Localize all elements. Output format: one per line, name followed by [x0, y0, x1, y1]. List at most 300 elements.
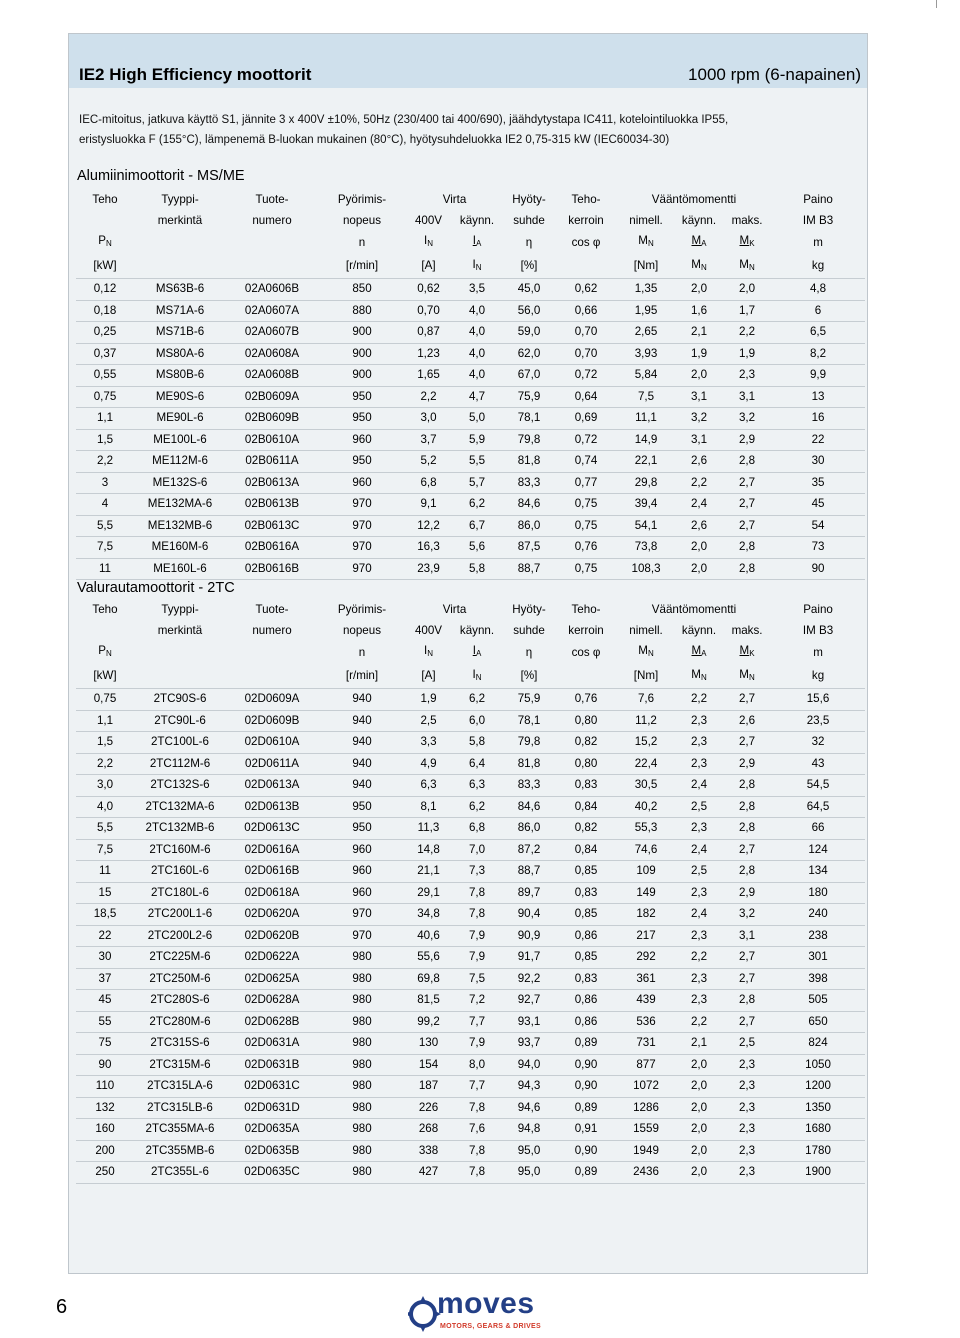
table-cell: 960 [318, 839, 406, 861]
table-cell: 54,1 [617, 515, 675, 537]
table-cell: 99,2 [406, 1011, 451, 1033]
table-cell: 2,2 [675, 947, 723, 969]
table-cell: 3,2 [723, 408, 771, 430]
logo-wordmark: moves [437, 1287, 535, 1320]
header-cell [555, 255, 617, 279]
symbol: $P_N$ [98, 234, 112, 248]
table-cell: 4,7 [451, 386, 503, 408]
header-row [76, 190, 865, 211]
header-cell: kerroin [568, 213, 604, 227]
table-cell: 5,8 [451, 558, 503, 580]
table-cell: 2,8 [723, 990, 771, 1012]
table-cell: 3,0 [406, 408, 451, 430]
table-cell: 338 [406, 1140, 451, 1162]
table-cell: 45,0 [503, 279, 555, 301]
table-cell: 3,3 [406, 732, 451, 754]
table-cell: 850 [318, 279, 406, 301]
description-line-2: eristysluokka F (155°C), lämpenemä B-luokan mukainen (80°C), hyötysuhdeluokka IE2 0,75-315 kW (IEC60034-30) [79, 134, 670, 146]
table-cell: 6,0 [451, 710, 503, 732]
table-cell: 7,8 [451, 904, 503, 926]
header-cell: n [358, 645, 366, 659]
table-cell: 2,7 [723, 494, 771, 516]
table-cell: 84,6 [503, 494, 555, 516]
table-cell: 94,6 [503, 1097, 555, 1119]
table-cell: 240 [771, 904, 865, 926]
table-cell: 950 [318, 408, 406, 430]
header-cell: Virta [442, 193, 467, 206]
table-cell: 132 [76, 1097, 134, 1119]
table-cell: 34,8 [406, 904, 451, 926]
table-cell: 30 [771, 451, 865, 473]
table-cell: 980 [318, 1119, 406, 1141]
table-cell: 02D0631A [226, 1033, 318, 1055]
table-cell: 0,72 [555, 429, 617, 451]
table-cell: 4,0 [451, 365, 503, 387]
table-cell: 980 [318, 1054, 406, 1076]
table-cell: 79,8 [503, 732, 555, 754]
header-cell: Vääntömomentti [651, 603, 737, 616]
header-cell: Virta [442, 603, 467, 616]
table-cell: 970 [318, 904, 406, 926]
table-cell: 880 [318, 300, 406, 322]
header-cell [134, 665, 226, 689]
table-cell: 55 [76, 1011, 134, 1033]
table-cell: 6,7 [451, 515, 503, 537]
table-cell: 22,1 [617, 451, 675, 473]
table-row [76, 710, 865, 732]
table-cell: 960 [318, 882, 406, 904]
table-cell: 02D0635C [226, 1162, 318, 1184]
header-row [76, 665, 865, 689]
header-cell: kg [811, 669, 825, 682]
table-cell: 2436 [617, 1162, 675, 1184]
subscript: N [647, 649, 654, 658]
table-cell: 2TC315LA-6 [134, 1076, 226, 1098]
header-cell: m [813, 235, 823, 249]
table-cell: 7,8 [451, 882, 503, 904]
table-cell: 2TC315S-6 [134, 1033, 226, 1055]
table-cell: 4,0 [451, 343, 503, 365]
header-cell [723, 665, 771, 689]
header-cell: [A] [421, 669, 436, 682]
table-cell: 2TC132MA-6 [134, 796, 226, 818]
table-cell: 2TC280M-6 [134, 1011, 226, 1033]
table-row [76, 839, 865, 861]
table-cell: 2,8 [723, 451, 771, 473]
table-cell: 02D0610A [226, 732, 318, 754]
table-cell: 02D0613A [226, 775, 318, 797]
header-cell: maks. [731, 213, 763, 227]
header-cell [406, 231, 451, 255]
table-row [76, 515, 865, 537]
header-cell [226, 665, 318, 689]
table-cell: 0,75 [76, 386, 134, 408]
table-cell: 292 [617, 947, 675, 969]
table-cell: ME132S-6 [134, 472, 226, 494]
table-cell: 108,3 [617, 558, 675, 580]
table-cell: 0,66 [555, 300, 617, 322]
table-cell: 2,3 [723, 1097, 771, 1119]
table-cell: 3,5 [451, 279, 503, 301]
header-row [76, 641, 865, 665]
subscript: A [701, 649, 707, 658]
header-cell: Paino [803, 193, 833, 206]
table-cell: 2,3 [675, 990, 723, 1012]
table-cell: 1050 [771, 1054, 865, 1076]
table-cell: ME90S-6 [134, 386, 226, 408]
table-cell: 7,8 [451, 1097, 503, 1119]
table-cell: 39,4 [617, 494, 675, 516]
table-cell: 5,8 [451, 732, 503, 754]
subscript: A [475, 239, 482, 248]
table-cell: 2TC160L-6 [134, 861, 226, 883]
header-cell [451, 665, 503, 689]
table-cell: 9,1 [406, 494, 451, 516]
table-row [76, 279, 865, 301]
table-cell: 0,86 [555, 990, 617, 1012]
table-cell: 2,3 [675, 818, 723, 840]
table-cell: 88,7 [503, 861, 555, 883]
page-subtitle: 1000 rpm (6-napainen) [688, 65, 861, 84]
table-cell: 0,76 [555, 689, 617, 711]
table-cell: 154 [406, 1054, 451, 1076]
table-row [76, 925, 865, 947]
table-cell: 81,8 [503, 753, 555, 775]
table-cell: 11,1 [617, 408, 675, 430]
table-cell: 7,0 [451, 839, 503, 861]
table-cell: 1559 [617, 1119, 675, 1141]
table-cell: 5,7 [451, 472, 503, 494]
table-cell: 109 [617, 861, 675, 883]
table-cell: 877 [617, 1054, 675, 1076]
table-cell: 6,8 [451, 818, 503, 840]
table-cell: 980 [318, 1140, 406, 1162]
table-row [76, 300, 865, 322]
table-row [76, 775, 865, 797]
table-cell: 0,64 [555, 386, 617, 408]
header-cell: [A] [421, 259, 436, 272]
table-cell: 2,0 [675, 1140, 723, 1162]
table-cell: 15,6 [771, 689, 865, 711]
table-cell: 56,0 [503, 300, 555, 322]
table-cell: 2,7 [723, 839, 771, 861]
table-cell: 0,86 [555, 1011, 617, 1033]
table-cell: 02D0616A [226, 839, 318, 861]
table-cell: 7,6 [451, 1119, 503, 1141]
table-cell: 1,5 [76, 732, 134, 754]
table-cell: 2,3 [675, 968, 723, 990]
table-cell: 02B0609B [226, 408, 318, 430]
header-cell: nimell. [629, 213, 663, 227]
subscript: K [749, 649, 755, 658]
table-cell: 2TC355MA-6 [134, 1119, 226, 1141]
table-cell: 2,8 [723, 818, 771, 840]
table-cell: 94,3 [503, 1076, 555, 1098]
table-cell: 02A0607B [226, 322, 318, 344]
table-cell: 1,9 [675, 343, 723, 365]
header-cell [555, 665, 617, 689]
header-cell: [kW] [93, 669, 117, 682]
header-cell: maks. [731, 623, 763, 637]
table-row [76, 537, 865, 559]
table-cell: 4 [76, 494, 134, 516]
header-cell: Tuote- [255, 603, 289, 616]
table-row [76, 429, 865, 451]
table-cell: 02B0613A [226, 472, 318, 494]
table-cell: 92,2 [503, 968, 555, 990]
header-cell: merkintä [157, 213, 203, 227]
table-cell: 2,2 [723, 322, 771, 344]
table-cell: MS63B-6 [134, 279, 226, 301]
table-cell: 7,3 [451, 861, 503, 883]
table-cell: 6,4 [451, 753, 503, 775]
header-cell [723, 641, 771, 665]
table-cell: 0,69 [555, 408, 617, 430]
table-cell: 11,2 [617, 710, 675, 732]
header-cell: m [813, 645, 823, 659]
subscript: A [701, 239, 707, 248]
symbol: $M_K$ [739, 644, 755, 658]
table-cell: 0,90 [555, 1140, 617, 1162]
header-cell: kg [811, 259, 825, 272]
table-cell: 84,6 [503, 796, 555, 818]
table-cell: 0,77 [555, 472, 617, 494]
table-cell: 0,80 [555, 753, 617, 775]
table-row [76, 818, 865, 840]
header-cell [723, 231, 771, 255]
table-cell: 980 [318, 947, 406, 969]
page-number: 6 [56, 1296, 68, 1318]
table-cell: ME132MA-6 [134, 494, 226, 516]
table-cell: 2,0 [675, 1076, 723, 1098]
table-cell: 16 [771, 408, 865, 430]
symbol: $M_N$ [638, 644, 654, 658]
table-row [76, 947, 865, 969]
table-cell: 950 [318, 386, 406, 408]
table-cell: 02A0608B [226, 365, 318, 387]
table-cell: 1,65 [406, 365, 451, 387]
table-cell: 5,5 [76, 818, 134, 840]
table-cell: 54,5 [771, 775, 865, 797]
table-cell: ME90L-6 [134, 408, 226, 430]
table-cell: 11,3 [406, 818, 451, 840]
table-cell: 650 [771, 1011, 865, 1033]
table-cell: 2,8 [723, 775, 771, 797]
table-cell: 2,3 [723, 1054, 771, 1076]
cast-iron-motor-table [76, 600, 865, 1184]
table-cell: 73,8 [617, 537, 675, 559]
table-cell: 23,9 [406, 558, 451, 580]
table-cell: 3 [76, 472, 134, 494]
table-cell: 7,5 [76, 537, 134, 559]
header-cell: numero [252, 213, 292, 227]
table-cell: 2,9 [723, 882, 771, 904]
table-cell: 970 [318, 494, 406, 516]
table-row [76, 343, 865, 365]
table-cell: 02D0618A [226, 882, 318, 904]
table-cell: 43 [771, 753, 865, 775]
table-cell: 180 [771, 882, 865, 904]
table-cell: 2,6 [675, 451, 723, 473]
table-cell: 7,5 [76, 839, 134, 861]
table-cell: 1,1 [76, 710, 134, 732]
table-cell: 8,1 [406, 796, 451, 818]
header-cell [134, 255, 226, 279]
table-cell: 0,83 [555, 882, 617, 904]
table-cell: 2TC315LB-6 [134, 1097, 226, 1119]
table-cell: 2,7 [723, 1011, 771, 1033]
table-cell: 940 [318, 732, 406, 754]
table-cell: 398 [771, 968, 865, 990]
table-cell: 4,9 [406, 753, 451, 775]
table-cell: 7,6 [617, 689, 675, 711]
table-cell: 8,0 [451, 1054, 503, 1076]
table-row [76, 408, 865, 430]
header-cell: η [525, 235, 533, 249]
table-row [76, 861, 865, 883]
header-cell [451, 641, 503, 665]
section-title-cast-iron: Valurautamoottorit - 2TC [77, 580, 235, 596]
aluminium-motor-table [76, 190, 865, 580]
table-cell: 200 [76, 1140, 134, 1162]
table-row [76, 494, 865, 516]
header-cell: merkintä [157, 623, 203, 637]
header-cell: Teho- [571, 603, 601, 616]
header-cell: Tyyppi- [161, 603, 199, 616]
table-cell: 0,72 [555, 365, 617, 387]
table-cell: 427 [406, 1162, 451, 1184]
header-cell: Vääntömomentti [651, 193, 737, 206]
table-cell: 980 [318, 1076, 406, 1098]
table-cell: 02B0616B [226, 558, 318, 580]
table-cell: 4,0 [451, 300, 503, 322]
table-row [76, 990, 865, 1012]
subscript: N [748, 672, 755, 682]
table-cell: 0,76 [555, 537, 617, 559]
table-cell: MS71A-6 [134, 300, 226, 322]
section-title-aluminium: Alumiinimoottorit - MS/ME [77, 168, 245, 184]
table-cell: 2TC160M-6 [134, 839, 226, 861]
header-cell: Hyöty- [512, 603, 546, 616]
table-cell: 940 [318, 710, 406, 732]
table-cell: 970 [318, 537, 406, 559]
table-cell: 3,93 [617, 343, 675, 365]
table-cell: 134 [771, 861, 865, 883]
table-row [76, 904, 865, 926]
page-corner-mark [936, 0, 937, 8]
table-cell: 95,0 [503, 1162, 555, 1184]
table-cell: 23,5 [771, 710, 865, 732]
table-cell: 21,1 [406, 861, 451, 883]
table-cell: 13 [771, 386, 865, 408]
table-cell: 6,2 [451, 796, 503, 818]
table-cell: 37 [76, 968, 134, 990]
table-cell: 75,9 [503, 386, 555, 408]
table-cell: 79,8 [503, 429, 555, 451]
table-cell: 02D0620A [226, 904, 318, 926]
table-cell: 64,5 [771, 796, 865, 818]
table-cell: 960 [318, 861, 406, 883]
table-cell: 900 [318, 365, 406, 387]
table-cell: 0,87 [406, 322, 451, 344]
table-cell: 2TC112M-6 [134, 753, 226, 775]
table-cell: 0,25 [76, 322, 134, 344]
table-cell: 2,2 [76, 753, 134, 775]
table-cell: 1,7 [723, 300, 771, 322]
header-cell: Tuote- [255, 193, 289, 206]
header-row [76, 211, 865, 232]
header-cell: Teho [92, 603, 118, 616]
table-cell: 22,4 [617, 753, 675, 775]
table-cell: 02D0620B [226, 925, 318, 947]
table-cell: 0,75 [555, 558, 617, 580]
table-row [76, 968, 865, 990]
table-cell: 6,3 [451, 775, 503, 797]
table-cell: 2,4 [675, 839, 723, 861]
table-cell: 7,7 [451, 1076, 503, 1098]
header-row [76, 600, 865, 621]
table-cell: 2,5 [675, 861, 723, 883]
table-cell: 02B0613C [226, 515, 318, 537]
table-cell: 1,35 [617, 279, 675, 301]
table-row [76, 1011, 865, 1033]
table-cell: 0,82 [555, 732, 617, 754]
table-cell: 83,3 [503, 472, 555, 494]
table-cell: 5,2 [406, 451, 451, 473]
table-cell: 2,3 [723, 1162, 771, 1184]
header-cell: nopeus [342, 213, 382, 227]
table-cell: 2,0 [675, 365, 723, 387]
table-row [76, 451, 865, 473]
table-cell: 2,3 [723, 1076, 771, 1098]
table-cell: 32 [771, 732, 865, 754]
header-cell [617, 231, 675, 255]
table-cell: 30 [76, 947, 134, 969]
table-cell: 0,90 [555, 1076, 617, 1098]
table-cell: 5,6 [451, 537, 503, 559]
table-cell: 149 [617, 882, 675, 904]
table-cell: 2TC315M-6 [134, 1054, 226, 1076]
table-cell: 02D0631C [226, 1076, 318, 1098]
table-cell: MS71B-6 [134, 322, 226, 344]
table-cell: 3,2 [675, 408, 723, 430]
table-cell: 66 [771, 818, 865, 840]
table-cell: ME112M-6 [134, 451, 226, 473]
header-cell [675, 665, 723, 689]
table-cell: 5,9 [451, 429, 503, 451]
table-cell: 87,5 [503, 537, 555, 559]
table-cell: 0,82 [555, 818, 617, 840]
table-cell: 2,3 [675, 710, 723, 732]
table-cell: 55,3 [617, 818, 675, 840]
table-cell: 45 [771, 494, 865, 516]
table-cell: 62,0 [503, 343, 555, 365]
table-cell: 02D0628B [226, 1011, 318, 1033]
table-cell: 14,9 [617, 429, 675, 451]
table-cell: 2,2 [675, 689, 723, 711]
header-cell: [Nm] [633, 259, 659, 272]
table-cell: 2,4 [675, 904, 723, 926]
table-cell: 78,1 [503, 408, 555, 430]
table-cell: 02B0613B [226, 494, 318, 516]
table-cell: 16,3 [406, 537, 451, 559]
table-cell: 2,7 [723, 689, 771, 711]
table-cell: 1072 [617, 1076, 675, 1098]
table-cell: 2,5 [406, 710, 451, 732]
spec-description [79, 110, 849, 150]
table-cell: 0,90 [555, 1054, 617, 1076]
table-cell: 1780 [771, 1140, 865, 1162]
